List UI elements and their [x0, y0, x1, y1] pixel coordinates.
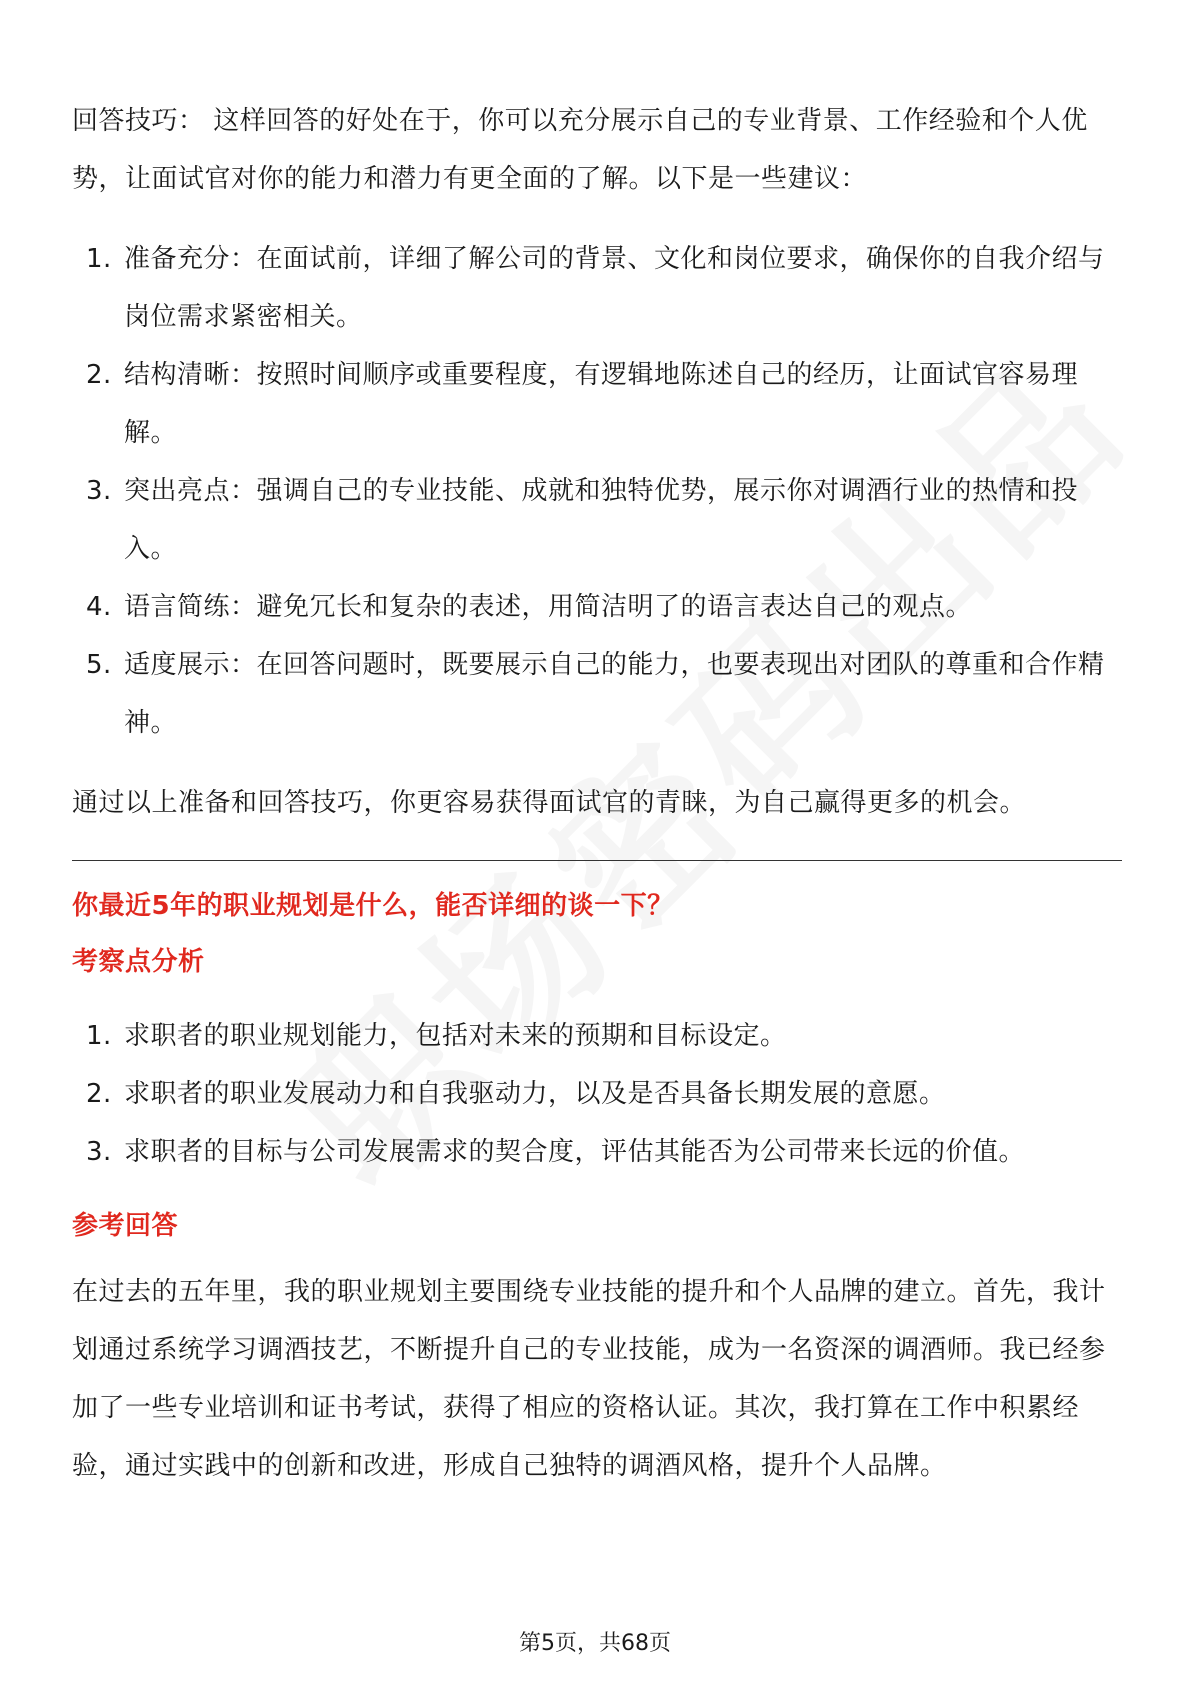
- list-item: 1. 求职者的职业规划能力，包括对未来的预期和目标设定。: [86, 1021, 787, 1051]
- answer-paragraph: 在过去的五年里，我的职业规划主要围绕专业技能的提升和个人品牌的建立。首先，我计划通过系统学习调酒技艺，不断提升自己的专业技能，成为一名资深的调酒师。我已经参加了一些专业培训和证书考试，获得了相应的资格认证。其次，我打算在工作中积累经验，通过实践中的创新和改进，形成自己独特的调酒风格，提升个人品牌。: [72, 1277, 1106, 1481]
- list-item: 5. 适度展示：在回答问题时，既要展示自己的能力，也要表现出对团队的尊重和合作精神。: [86, 650, 1105, 738]
- page-footer: 第5页，共68页: [519, 1631, 671, 1656]
- closing-paragraph: 通过以上准备和回答技巧，你更容易获得面试官的青睐，为自己赢得更多的机会。: [72, 788, 1027, 818]
- tips-list: [72, 230, 1122, 752]
- list-item: 1. 准备充分：在面试前，详细了解公司的背景、文化和岗位要求，确保你的自我介绍与岗位需求紧密相关。: [86, 244, 1105, 332]
- analysis-list: [72, 1007, 1122, 1181]
- document-body: [72, 92, 1122, 1495]
- list-item: 3. 求职者的目标与公司发展需求的契合度，评估其能否为公司带来长远的价值。: [86, 1137, 1026, 1167]
- list-item: 4. 语言简练：避免冗长和复杂的表述，用简洁明了的语言表达自己的观点。: [86, 592, 973, 622]
- answer-heading: 参考回答: [72, 1211, 179, 1241]
- section-divider: [72, 860, 1122, 861]
- intro-paragraph: 回答技巧： 这样回答的好处在于，你可以充分展示自己的专业背景、工作经验和个人优势，让面试官对你的能力和潜力有更全面的了解。以下是一些建议：: [72, 106, 1088, 194]
- list-item: 3. 突出亮点：强调自己的专业技能、成就和独特优势，展示你对调酒行业的热情和投入。: [86, 476, 1079, 564]
- list-item: 2. 结构清晰：按照时间顺序或重要程度，有逻辑地陈述自己的经历，让面试官容易理解。: [86, 360, 1079, 448]
- analysis-heading: 考察点分析: [72, 947, 205, 977]
- list-item: 2. 求职者的职业发展动力和自我驱动力，以及是否具备长期发展的意愿。: [86, 1079, 946, 1109]
- question-heading: 你最近5年的职业规划是什么，能否详细的谈一下？: [72, 891, 674, 921]
